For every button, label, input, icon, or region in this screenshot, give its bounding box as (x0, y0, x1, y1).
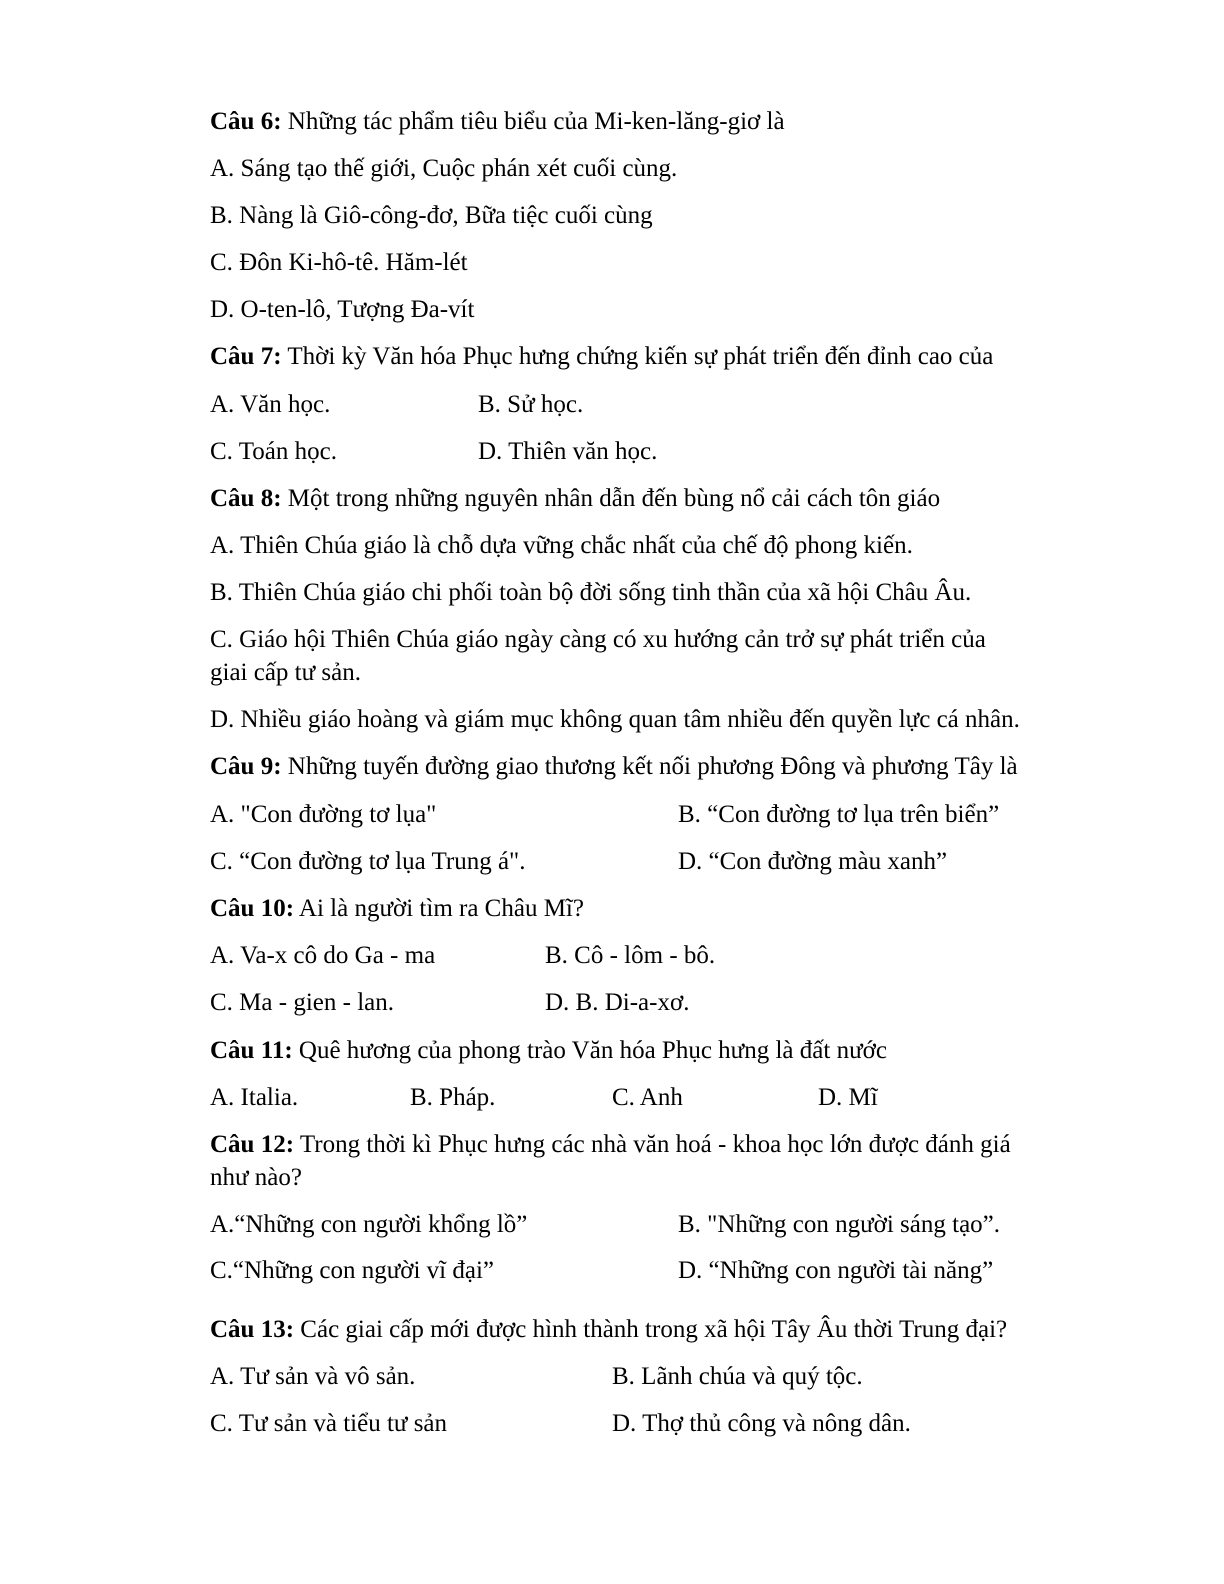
question-label: Câu 11: (210, 1037, 293, 1064)
option-7d: D. Thiên văn học. (478, 438, 658, 465)
option-8c: C. Giáo hội Thiên Chúa giáo ngày càng có xu hướng cản trở sự phát triển của (210, 626, 986, 653)
option-13c: C. Tư sản và tiểu tư sản (210, 1410, 448, 1437)
question-label: Câu 12: (210, 1131, 295, 1158)
option-7a: A. Văn học. (210, 391, 331, 418)
question-text: Các giai cấp mới được hình thành trong xã hội Tây Âu thời Trung đại? (294, 1316, 1008, 1343)
question-label: Câu 10: (210, 895, 295, 922)
option-12b: B. "Những con người sáng tạo”. (678, 1211, 1001, 1238)
question-text: Thời kỳ Văn hóa Phục hưng chứng kiến sự phát triển đến đỉnh cao của (281, 343, 994, 370)
option-8a: A. Thiên Chúa giáo là chỗ dựa vững chắc nhất của chế độ phong kiến. (210, 532, 913, 559)
option-6c: C. Đôn Ki-hô-tê. Hăm-lét (210, 249, 468, 276)
question-7 (210, 341, 993, 373)
question-label: Câu 9: (210, 753, 282, 780)
question-label: Câu 13: (210, 1316, 295, 1343)
question-text: Một trong những nguyên nhân dẫn đến bùng nổ cải cách tôn giáo (281, 485, 941, 512)
option-9b: B. “Con đường tơ lụa trên biển” (678, 801, 1000, 828)
option-10c: C. Ma - gien - lan. (210, 989, 394, 1016)
question-label: Câu 7: (210, 343, 282, 370)
question-9 (210, 751, 1018, 783)
question-6 (210, 106, 785, 138)
question-11 (210, 1035, 887, 1067)
option-11a: A. Italia. (210, 1084, 299, 1111)
question-text: Quê hương của phong trào Văn hóa Phục hưng là đất nước (292, 1037, 887, 1064)
question-text: Trong thời kì Phục hưng các nhà văn hoá - khoa học lớn được đánh giá (294, 1131, 1011, 1158)
option-10d: D. B. Di-a-xơ. (545, 989, 690, 1016)
option-6d: D. O-ten-lô, Tượng Đa-vít (210, 296, 475, 323)
question-12-continued: như nào? (210, 1164, 302, 1191)
option-13d: D. Thợ thủ công và nông dân. (612, 1410, 911, 1437)
option-8c-continued: giai cấp tư sản. (210, 659, 362, 686)
option-11c: C. Anh (612, 1084, 683, 1111)
question-8 (210, 483, 940, 515)
question-10 (210, 893, 584, 925)
option-9c: C. “Con đường tơ lụa Trung á". (210, 848, 526, 875)
option-13b: B. Lãnh chúa và quý tộc. (612, 1363, 863, 1390)
option-12d: D. “Những con người tài năng” (678, 1257, 994, 1284)
question-text: Ai là người tìm ra Châu Mĩ? (294, 895, 584, 922)
question-12 (210, 1129, 1011, 1161)
option-8b: B. Thiên Chúa giáo chi phối toàn bộ đời sống tinh thần của xã hội Châu Âu. (210, 579, 972, 606)
option-11d: D. Mĩ (818, 1084, 878, 1111)
question-13 (210, 1314, 1007, 1346)
option-7c: C. Toán học. (210, 438, 337, 465)
option-10b: B. Cô - lôm - bô. (545, 942, 716, 969)
question-label: Câu 6: (210, 108, 282, 135)
option-10a: A. Va-x cô do Ga - ma (210, 942, 436, 969)
option-8d: D. Nhiều giáo hoàng và giám mục không quan tâm nhiều đến quyền lực cá nhân. (210, 706, 1020, 733)
option-12a: A.“Những con người khổng lồ” (210, 1211, 528, 1238)
option-6a: A. Sáng tạo thế giới, Cuộc phán xét cuối cùng. (210, 155, 678, 182)
option-12c: C.“Những con người vĩ đại” (210, 1257, 495, 1284)
option-9d: D. “Con đường màu xanh” (678, 848, 948, 875)
option-13a: A. Tư sản và vô sản. (210, 1363, 416, 1390)
option-11b: B. Pháp. (410, 1084, 496, 1111)
question-text: Những tác phẩm tiêu biểu của Mi-ken-lăng-giơ là (281, 108, 785, 135)
option-9a: A. "Con đường tơ lụa" (210, 801, 437, 828)
question-label: Câu 8: (210, 485, 282, 512)
option-6b: B. Nàng là Giô-công-đơ, Bữa tiệc cuối cùng (210, 202, 653, 229)
question-text: Những tuyến đường giao thương kết nối phương Đông và phương Tây là (281, 753, 1018, 780)
option-7b: B. Sử học. (478, 391, 584, 418)
